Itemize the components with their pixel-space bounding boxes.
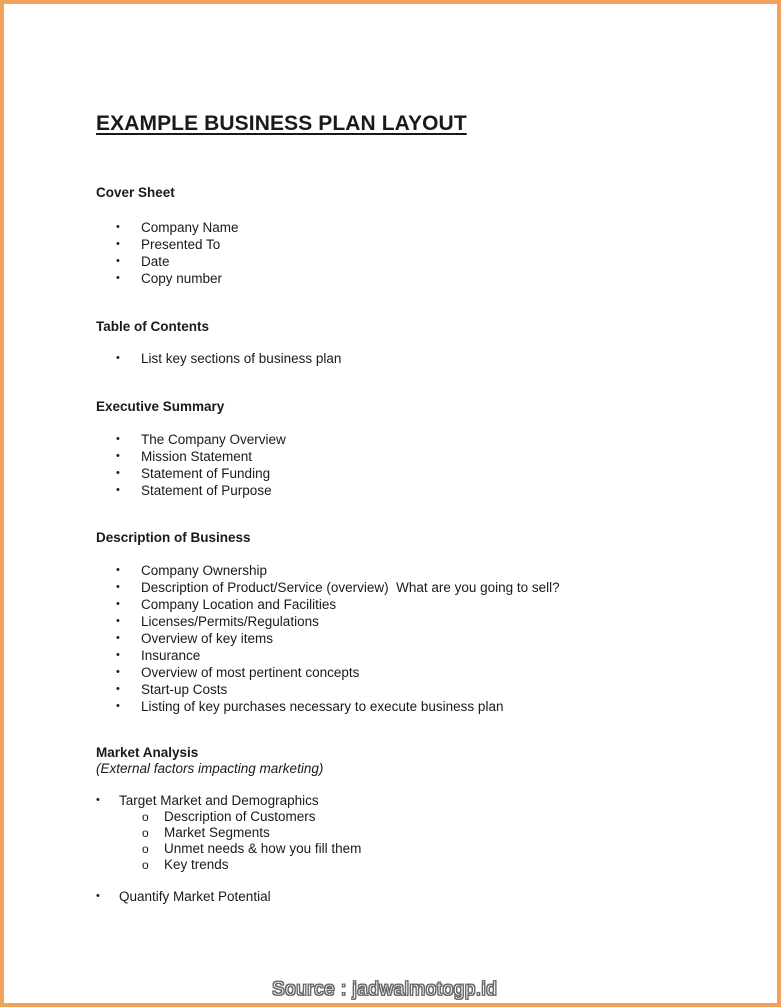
bullet-icon: • [116,467,120,479]
bullet-icon: • [116,255,120,267]
list-item-label: Listing of key purchases necessary to execute business plan [141,699,504,714]
document-title: EXAMPLE BUSINESS PLAN LAYOUT [96,112,467,135]
bullet-icon: • [116,272,120,284]
bullet-icon: • [116,683,120,695]
section-heading: Market Analysis [96,745,199,760]
circle-bullet-icon: o [142,842,149,856]
bullet-icon: • [96,794,100,806]
bullet-icon: • [116,450,120,462]
bullet-icon: • [116,564,120,576]
list-item-label: Company Ownership [141,563,268,578]
list-item-label: Licenses/Permits/Regulations [141,614,319,629]
list-item-label: Overview of most pertinent concepts [141,665,360,680]
list-item-label: Presented To [141,237,221,252]
circle-bullet-icon: o [142,810,149,824]
bullet-icon: • [116,700,120,712]
sub-list-item-label: Description of Customers [164,809,316,824]
bullet-icon: • [116,484,120,496]
bullet-icon: • [116,649,120,661]
list-item-label: The Company Overview [141,432,286,447]
bullet-icon: • [116,221,120,233]
sub-list-item-label: Market Segments [164,825,270,840]
section-heading: Cover Sheet [96,185,175,200]
bullet-icon: • [96,890,100,902]
sub-list-item-label: Key trends [164,857,229,872]
list-item-label: Statement of Funding [141,466,271,481]
bullet-icon: • [116,352,120,364]
list-item-label: Company Name [141,220,239,235]
list-item-label: Overview of key items [141,631,274,646]
section-heading: Description of Business [96,530,251,545]
list-item-label: List key sections of business plan [141,351,342,366]
section-heading: Executive Summary [96,399,225,414]
bullet-icon: • [116,615,120,627]
section-subheading: (External factors impacting marketing) [96,761,324,776]
bullet-icon: • [116,598,120,610]
bullet-icon: • [116,238,120,250]
bullet-icon: • [116,433,120,445]
sub-list-item-label: Unmet needs & how you fill them [164,841,362,856]
list-item-label: Mission Statement [141,449,253,464]
list-item-label: Insurance [141,648,201,663]
list-item-label: Company Location and Facilities [141,597,337,612]
bullet-icon: • [116,632,120,644]
list-item-label: Statement of Purpose [141,483,272,498]
list-item-label: Description of Product/Service (overview) What are you going to sell? [141,580,560,595]
circle-bullet-icon: o [142,826,149,840]
list-item-label: Quantify Market Potential [119,889,271,904]
list-item-label: Target Market and Demographics [119,793,319,808]
source-watermark: Source : jadwalmotogp.id [272,979,498,1000]
section-heading: Table of Contents [96,319,209,334]
bullet-icon: • [116,666,120,678]
bullet-icon: • [116,581,120,593]
list-item-label: Copy number [141,271,223,286]
circle-bullet-icon: o [142,858,149,872]
list-item-label: Start-up Costs [141,682,228,697]
list-item-label: Date [141,254,170,269]
